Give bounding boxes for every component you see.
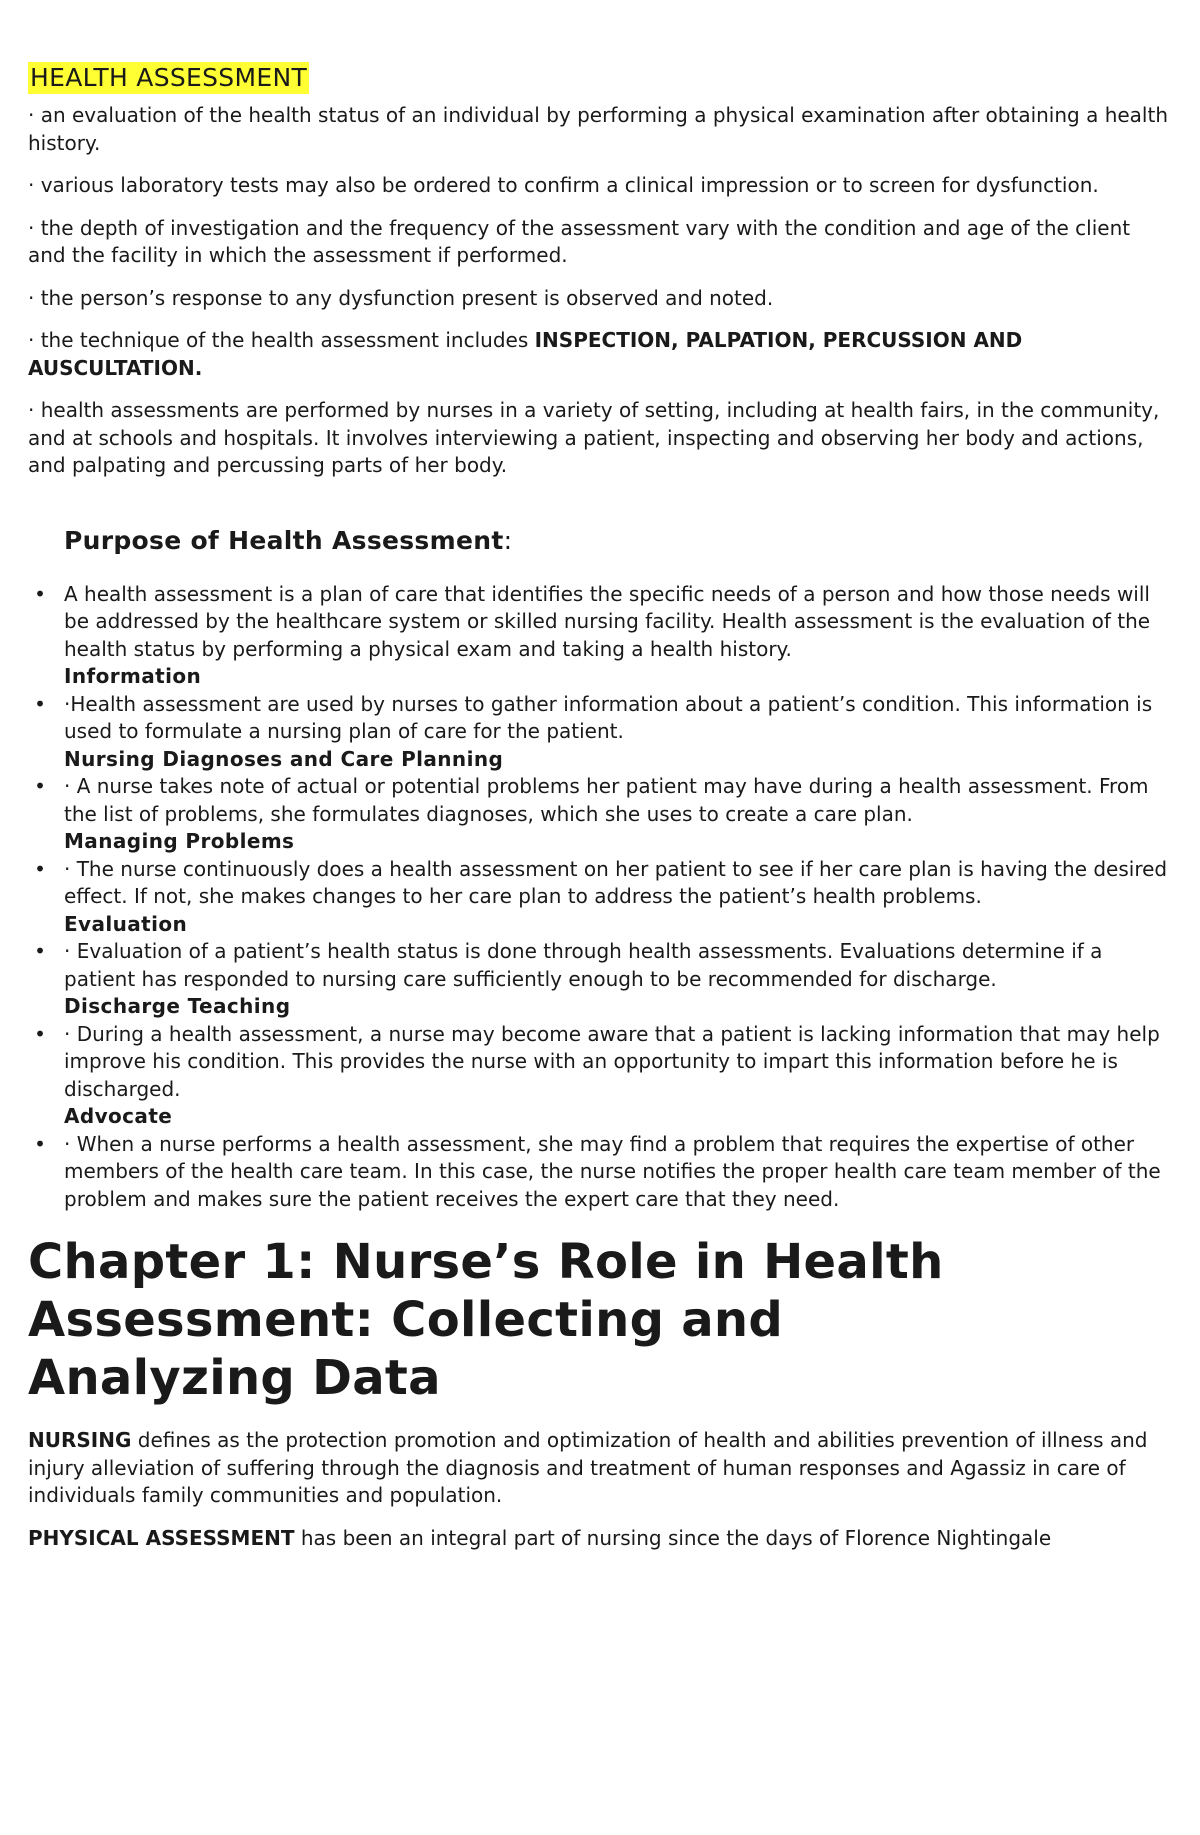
nursing-term: NURSING	[28, 1428, 132, 1452]
purpose-intro-text: A health assessment is a plan of care that identifies the specific needs of a person and how those needs will be addressed by the healthcare system or skilled nursing facility. Health assessment is the evaluation of the health status by performing a physical exam and taking a health history.	[64, 581, 1151, 661]
section-text-information: ·Health assessment are used by nurses to gather information about a patient’s condition. This information is used to formulate a nursing plan of care for the patient.	[64, 691, 1153, 743]
list-item	[28, 1021, 1172, 1104]
section-list-discharge-teaching	[28, 1021, 1172, 1104]
physical-assessment-paragraph	[28, 1525, 1172, 1553]
nursing-definition	[28, 1427, 1172, 1510]
list-item	[28, 691, 1172, 746]
intro-paragraph-2: · various laboratory tests may also be ordered to confirm a clinical impression or to screen for dysfunction.	[28, 173, 1099, 197]
bullet-icon: •	[34, 774, 46, 798]
section-heading-information: Information	[64, 664, 202, 688]
purpose-heading	[64, 526, 1172, 555]
section-list-nursing-diagnoses	[28, 773, 1172, 828]
list-item	[28, 938, 1172, 993]
list-item	[28, 581, 1172, 664]
purpose-heading-colon: :	[503, 525, 513, 555]
bullet-icon: •	[34, 691, 46, 716]
section-list-managing-problems	[28, 856, 1172, 911]
section-heading-nursing-diagnoses: Nursing Diagnoses and Care Planning	[64, 746, 504, 771]
page-title: HEALTH ASSESSMENT	[30, 63, 308, 92]
nursing-definition-text: defines as the protection promotion and optimization of health and abilities prevention of illness and injury alleviation of suffering through the diagnosis and treatment of human responses and Agassiz in care of individuals family communities and population.	[28, 1428, 1148, 1507]
list-item	[28, 773, 1172, 828]
purpose-heading-text: Purpose of Health Assessment	[64, 525, 504, 555]
section-text-nursing-diagnoses: · A nurse takes note of actual or potential problems her patient may have during a health assessment. From the list of problems, she formulates diagnoses, which she uses to create a care plan.	[64, 774, 1149, 826]
chapter-title: Chapter 1: Nurse’s Role in Health Assessment: Collecting and Analyzing Data	[28, 1234, 944, 1406]
intro-paragraph-1: · an evaluation of the health status of an individual by performing a physical examination after obtaining a health history.	[28, 103, 1169, 155]
technique-paragraph	[28, 327, 1172, 382]
bullet-icon: •	[34, 939, 46, 963]
list-item	[28, 1131, 1172, 1214]
bullet-icon: •	[34, 856, 46, 881]
settings-paragraph: · health assessments are performed by nurses in a variety of setting, including at health fairs, in the community, and at schools and hospitals. It involves interviewing a patient, inspecting and observing her body and actions, and palpating and percussing parts of her body.	[28, 398, 1160, 477]
physical-assessment-term: PHYSICAL ASSESSMENT	[28, 1525, 295, 1550]
technique-text: · the technique of the health assessment includes	[28, 328, 535, 352]
section-list-advocate	[28, 1131, 1172, 1214]
list-item	[28, 856, 1172, 911]
intro-paragraph-3: · the depth of investigation and the frequency of the assessment vary with the condition and age of the client and the facility in which the assessment if performed.	[28, 215, 1131, 267]
bullet-icon: •	[34, 1021, 46, 1046]
section-text-advocate: · When a nurse performs a health assessment, she may find a problem that requires the expertise of other members of the health care team. In this case, the nurse notifies the proper health care team member of the problem and makes sure the patient receives the expert care that they need.	[64, 1131, 1161, 1211]
section-list-information	[28, 691, 1172, 746]
bullet-icon: •	[34, 581, 46, 606]
section-list-evaluation	[28, 938, 1172, 993]
intro-paragraph-4: · the person’s response to any dysfunction present is observed and noted.	[28, 285, 774, 310]
section-heading-advocate: Advocate	[64, 1104, 173, 1128]
section-text-evaluation: · Evaluation of a patient’s health status is done through health assessments. Evaluations determine if a patient has responded to nursing care sufficiently enough to be recommended for discharge.	[64, 939, 1103, 991]
section-heading-discharge-teaching: Discharge Teaching	[64, 994, 291, 1018]
purpose-intro-list	[28, 581, 1172, 664]
section-heading-managing-problems: Managing Problems	[64, 829, 295, 853]
bullet-icon: •	[34, 1131, 46, 1156]
section-text-managing-problems: · The nurse continuously does a health assessment on her patient to see if her care plan is having the desired effect. If not, she makes changes to her care plan to address the patient’s health problems.	[64, 856, 1168, 908]
technique-methods: INSPECTION, PALPATION, PERCUSSION AND AUSCULTATION.	[28, 328, 1023, 380]
physical-assessment-text: has been an integral part of nursing since the days of Florence Nightingale	[294, 1525, 1052, 1550]
section-text-discharge-teaching: · During a health assessment, a nurse may become aware that a patient is lacking information that may help improve his condition. This provides the nurse with an opportunity to impart this information before he is discharged.	[64, 1021, 1160, 1101]
section-heading-evaluation: Evaluation	[64, 911, 188, 936]
